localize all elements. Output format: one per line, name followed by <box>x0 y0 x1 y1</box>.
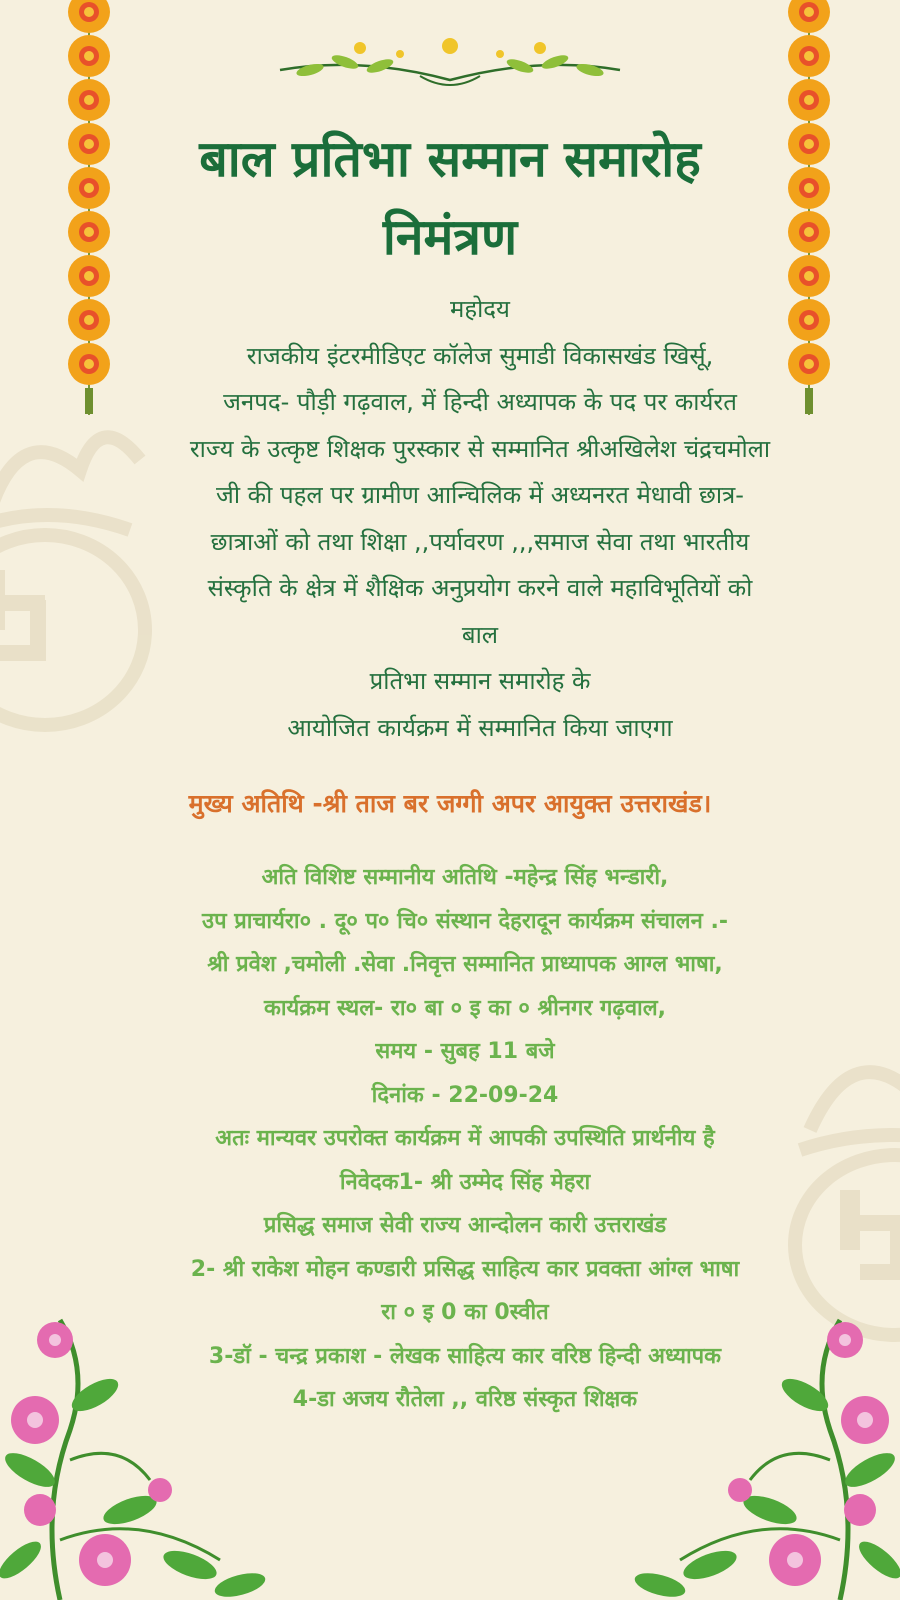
event-date: दिनांक - 22-09-24 <box>371 1082 559 1108</box>
detail-line: निवेदक1- श्री उम्मेद सिंह मेहरा <box>339 1169 591 1195</box>
detail-line: 2- श्री राकेश मोहन कण्डारी प्रसिद्ध साहित्य कार प्रवक्ता आंग्ल भाषा <box>190 1256 740 1282</box>
body-line: संस्कृति के क्षेत्र में शैक्षिक अनुप्रयोग करने वाले महाविभूतियों को <box>207 574 753 602</box>
pink-flower-vine-icon <box>0 1310 280 1600</box>
detail-line: अति विशिष्ट सम्मानीय अतिथि -महेन्द्र सिंह भन्डारी, <box>261 865 669 890</box>
greeting: महोदय <box>450 295 510 323</box>
invitation-body <box>95 286 865 751</box>
detail-line: 4-डा अजय रौतेला ,, वरिष्ठ संस्कृत शिक्षक <box>292 1387 638 1412</box>
body-line: जनपद- पौड़ी गढ़वाल, में हिन्दी अध्यापक के पद पर कार्यरत <box>223 388 737 416</box>
title-line-1: बाल प्रतिभा सम्मान समारोह <box>199 130 701 188</box>
body-line: राजकीय इंटरमीडिएट कॉलेज सुमाडी विकासखंड खिर्सू, <box>246 341 714 370</box>
body-line: बाल <box>461 620 499 649</box>
detail-line: रा ० इ 0 का 0स्वीत <box>381 1300 549 1325</box>
detail-line: अतः मान्यवर उपरोक्त कार्यक्रम में आपकी उपस्थिति प्रार्थनीय है <box>215 1126 715 1151</box>
title-line-2: निमंत्रण <box>382 208 518 266</box>
body-line: जी की पहल पर ग्रामीण आन्चिलिक में अध्यनरत मेधावी छात्र- <box>216 481 744 509</box>
detail-line: 3-डॉ - चन्द्र प्रकाश - लेखक साहित्य कार वरिष्ठ हिन्दी अध्यापक <box>208 1343 722 1369</box>
detail-line: श्री प्रवेश ,चमोली .सेवा .निवृत्त सम्मानित प्राध्यापक आग्ल भाषा, <box>207 952 723 977</box>
body-line: राज्य के उत्कृष्ट शिक्षक पुरस्कार से सम्मानित श्रीअखिलेश चंद्रचमोला <box>189 434 771 463</box>
detail-line: प्रसिद्ध समाज सेवी राज्य आन्दोलन कारी उत्तराखंड <box>263 1213 667 1238</box>
pink-flower-vine-icon-right <box>620 1310 900 1600</box>
chief-guest: मुख्य अतिथि -श्री ताज बर जग्गी अपर आयुक्त उत्तराखंड। <box>188 789 712 818</box>
floral-branch-icon <box>270 26 630 96</box>
detail-line: कार्यक्रम स्थल- रा० बा ० इ का ० श्रीनगर गढ़वाल, <box>263 995 667 1021</box>
detail-line: उप प्राचार्यरा० . दू० प० चि० संस्थान देहरादून कार्यक्रम संचालन .- <box>202 908 728 934</box>
body-line: प्रतिभा सम्मान समारोह के <box>369 667 591 695</box>
event-time: समय - सुबह 11 बजे <box>375 1039 555 1064</box>
body-line: छात्राओं को तथा शिक्षा ,,पर्यावरण ,,,समाज सेवा तथा भारतीय <box>210 527 750 556</box>
body-line: आयोजित कार्यक्रम में सम्मानित किया जाएगा <box>287 713 673 742</box>
invitation-title <box>100 120 800 276</box>
